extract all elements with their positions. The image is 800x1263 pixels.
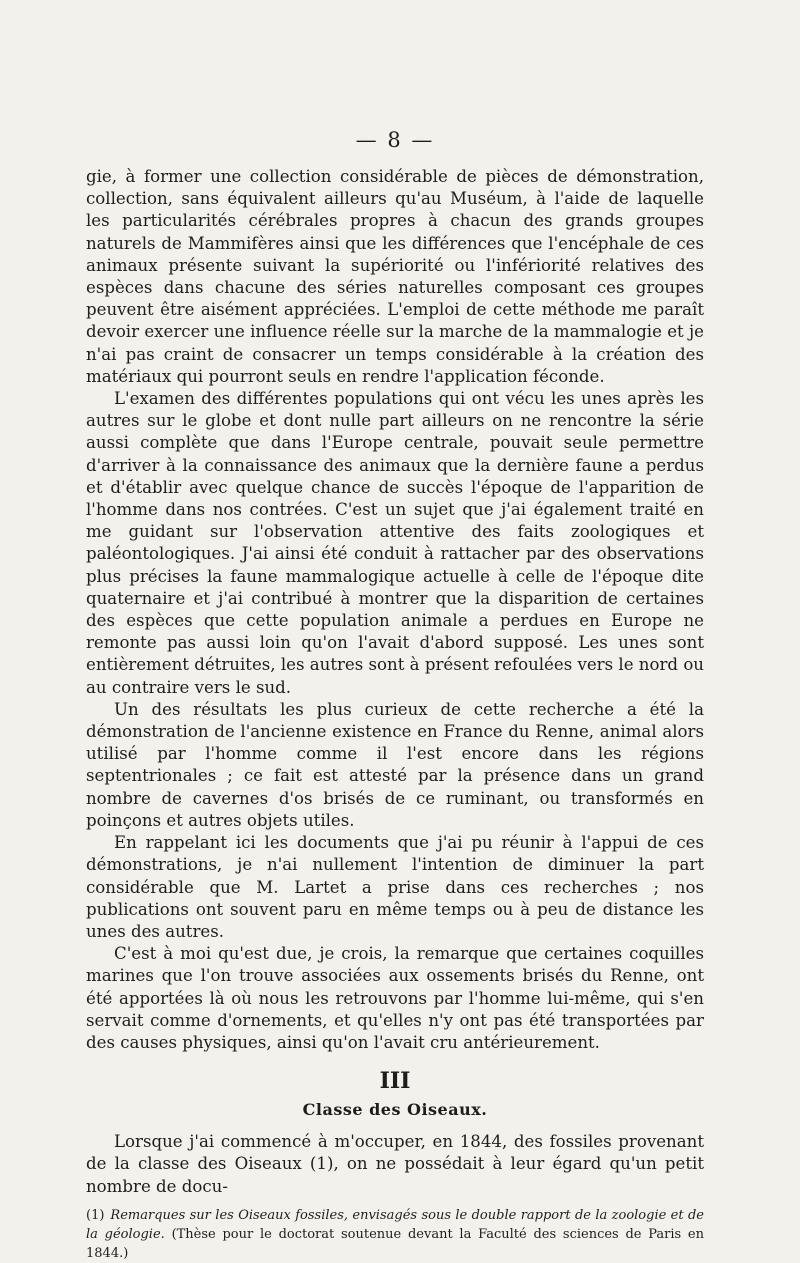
paragraph: L'examen des différentes populations qui ont vécu les unes après les autres sur le globe et dont nulle part ailleurs on ne rencontre la série aussi complète que dans l'Europe centrale, pouvait seule permettre d'arriver à la connaissance des animaux que la dernière faune a perdus et d'établir avec quelque chance de succès l'époque de l'apparition de l'homme dans nos contrées. C'est un sujet que j'ai également traité en me guidant sur l'observation attentive des faits zoologiques et paléontologiques. J'ai ainsi été conduit à rattacher par des observations plus précises la faune mammalogique actuelle à celle de l'époque dite quaternaire et j'ai contribué à montrer que la disparition de certaines des espèces que cette population animale a perdues en Europe ne remonte pas aussi loin qu'on l'avait d'abord supposé. Les unes sont entièrement détruites, les autres sont à présent refoulées vers le nord ou au contraire vers le sud.	[86, 389, 704, 697]
section-paragraph: Lorsque j'ai commencé à m'occuper, en 1844, des fossiles provenant de la classe des Oiseaux (1), on ne possédait à leur égard qu'un petit nombre de docu-	[86, 1132, 704, 1196]
section-title: Classe des Oiseaux.	[302, 1100, 488, 1120]
footnote-italic-title: Remarques sur les Oiseaux fossiles, envisagés sous le double rapport de la zoologie et de la géologie.	[86, 1207, 704, 1242]
body-text	[86, 166, 704, 1054]
section-number: III	[379, 1068, 411, 1095]
page-number: — 8 —	[355, 128, 435, 152]
footnote-text: (Thèse pour le doctorat soutenue devant la Faculté des sciences de Paris en 1844.)	[86, 1226, 705, 1261]
paragraph: C'est à moi qu'est due, je crois, la remarque que certaines coquilles marines que l'on trouve associées aux ossements brisés du Renne, ont été apportées là où nous les retrouvons par l'homme lui-même, qui s'en servait comme d'ornements, et qu'elles n'y ont pas été transportées par des causes physiques, ainsi qu'on l'avait cru antérieurement.	[86, 944, 704, 1052]
footnote	[86, 1206, 704, 1263]
paragraph: Un des résultats les plus curieux de cette recherche a été la démonstration de l'ancienne existence en France du Renne, animal alors utilisé par l'homme comme il l'est encore dans les régions septentrionales ; ce fait est attesté par la présence dans un grand nombre de cavernes d'os brisés de ce ruminant, ou transformés en poinçons et autres objets utiles.	[86, 699, 704, 830]
section-body	[86, 1131, 704, 1198]
footnote-marker: (1)	[86, 1207, 105, 1223]
paragraph: En rappelant ici les documents que j'ai pu réunir à l'appui de ces démonstrations, je n'ai nullement l'intention de diminuer la part considérable que M. Lartet a prise dans ces recherches ; nos publications ont souvent paru en même temps ou à peu de distance les unes des autres.	[86, 833, 704, 941]
paragraph-continuation: gie, à former une collection considérable de pièces de démonstration, collection, sans équivalent ailleurs qu'au Muséum, à l'aide de laquelle les particularités cérébrales propres à chacun des grands groupes naturels de Mammifères ainsi que les différences que l'encéphale de ces animaux présente suivant la supériorité ou l'infériorité relatives des espèces dans chacune des séries naturelles composant ces groupes peuvent être aisément appréciées. L'emploi de cette méthode me paraît devoir exercer une influence réelle sur la marche de la mammalogie et je n'ai pas craint de consacrer un temps considérable à la création des matériaux qui pourront seuls en rendre l'application féconde.	[86, 167, 704, 386]
